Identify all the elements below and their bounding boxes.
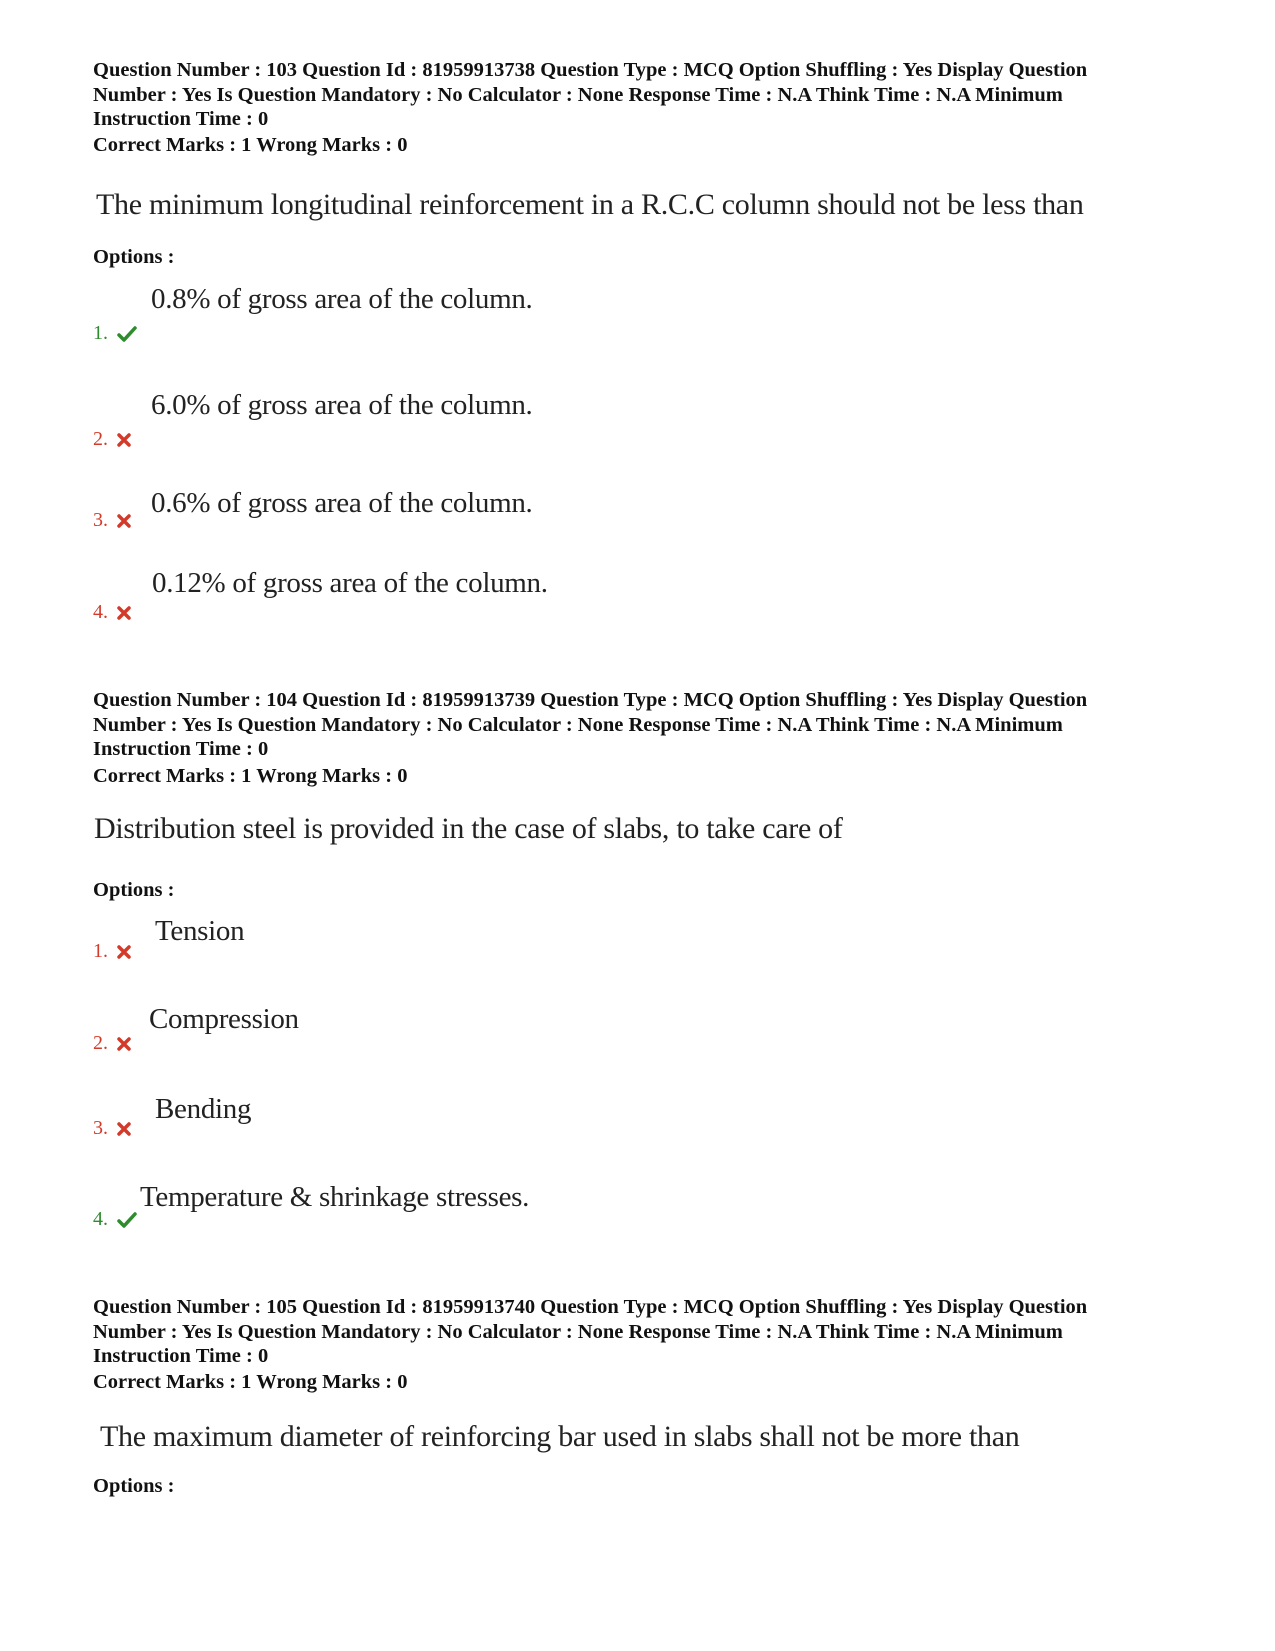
option-text: Tension [155,915,245,947]
option-index: 3. [93,509,108,531]
option-text: 6.0% of gross area of the column. [151,389,533,421]
option-index: 1. [93,940,108,962]
meta-line: Question Number : 104 Question Id : 81959913739 Question Type : MCQ Option Shuffling : Yes Display Question [93,689,1088,711]
option-text: Temperature & shrinkage stresses. [140,1181,530,1213]
check-icon [117,1212,137,1228]
question-text: The minimum longitudinal reinforcement in a R.C.C column should not be less than [96,188,1084,221]
meta-line: Instruction Time : 0 [93,1345,269,1367]
option-text: 0.8% of gross area of the column. [151,283,533,315]
question-meta [93,58,1193,132]
option-number [93,940,131,962]
option-text: Bending [155,1093,252,1125]
check-icon [117,326,137,342]
option-index: 2. [93,1032,108,1054]
question-text: Distribution steel is provided in the case of slabs, to take care of [94,812,843,845]
option-index: 4. [93,1208,108,1230]
meta-line: Number : Yes Is Question Mandatory : No Calculator : None Response Time : N.A Think Time : N.A Minimum [93,1320,1063,1343]
option-text: Compression [149,1003,299,1035]
meta-line: Instruction Time : 0 [93,738,269,760]
cross-icon [117,1122,131,1136]
options-label: Options : [93,1475,175,1497]
meta-line: Question Number : 105 Question Id : 81959913740 Question Type : MCQ Option Shuffling : Yes Display Question [93,1296,1088,1318]
cross-icon [117,945,131,959]
cross-icon [117,606,131,620]
option-index: 4. [93,601,108,623]
question-marks: Correct Marks : 1 Wrong Marks : 0 [93,134,408,156]
meta-line: Question Number : 103 Question Id : 81959913738 Question Type : MCQ Option Shuffling : Yes Display Question [93,59,1088,81]
options-label: Options : [93,246,175,268]
option-index: 2. [93,428,108,450]
option-number [93,601,131,623]
cross-icon [117,1037,131,1051]
option-text: 0.6% of gross area of the column. [151,487,533,519]
option-index: 3. [93,1117,108,1139]
option-number [93,428,131,450]
option-number [93,509,131,531]
cross-icon [117,514,131,528]
option-number [93,322,137,344]
question-meta [93,1295,1193,1369]
option-number [93,1117,131,1139]
option-text: 0.12% of gross area of the column. [152,567,548,599]
question-marks: Correct Marks : 1 Wrong Marks : 0 [93,1371,408,1393]
option-index: 1. [93,322,108,344]
cross-icon [117,433,131,447]
meta-line: Number : Yes Is Question Mandatory : No Calculator : None Response Time : N.A Think Time : N.A Minimum [93,83,1063,106]
question-meta [93,688,1193,762]
meta-line: Number : Yes Is Question Mandatory : No Calculator : None Response Time : N.A Think Time : N.A Minimum [93,713,1063,736]
question-marks: Correct Marks : 1 Wrong Marks : 0 [93,765,408,787]
option-number [93,1032,131,1054]
options-label: Options : [93,879,175,901]
option-number [93,1208,137,1230]
question-text: The maximum diameter of reinforcing bar used in slabs shall not be more than [100,1420,1020,1453]
meta-line: Instruction Time : 0 [93,108,269,130]
